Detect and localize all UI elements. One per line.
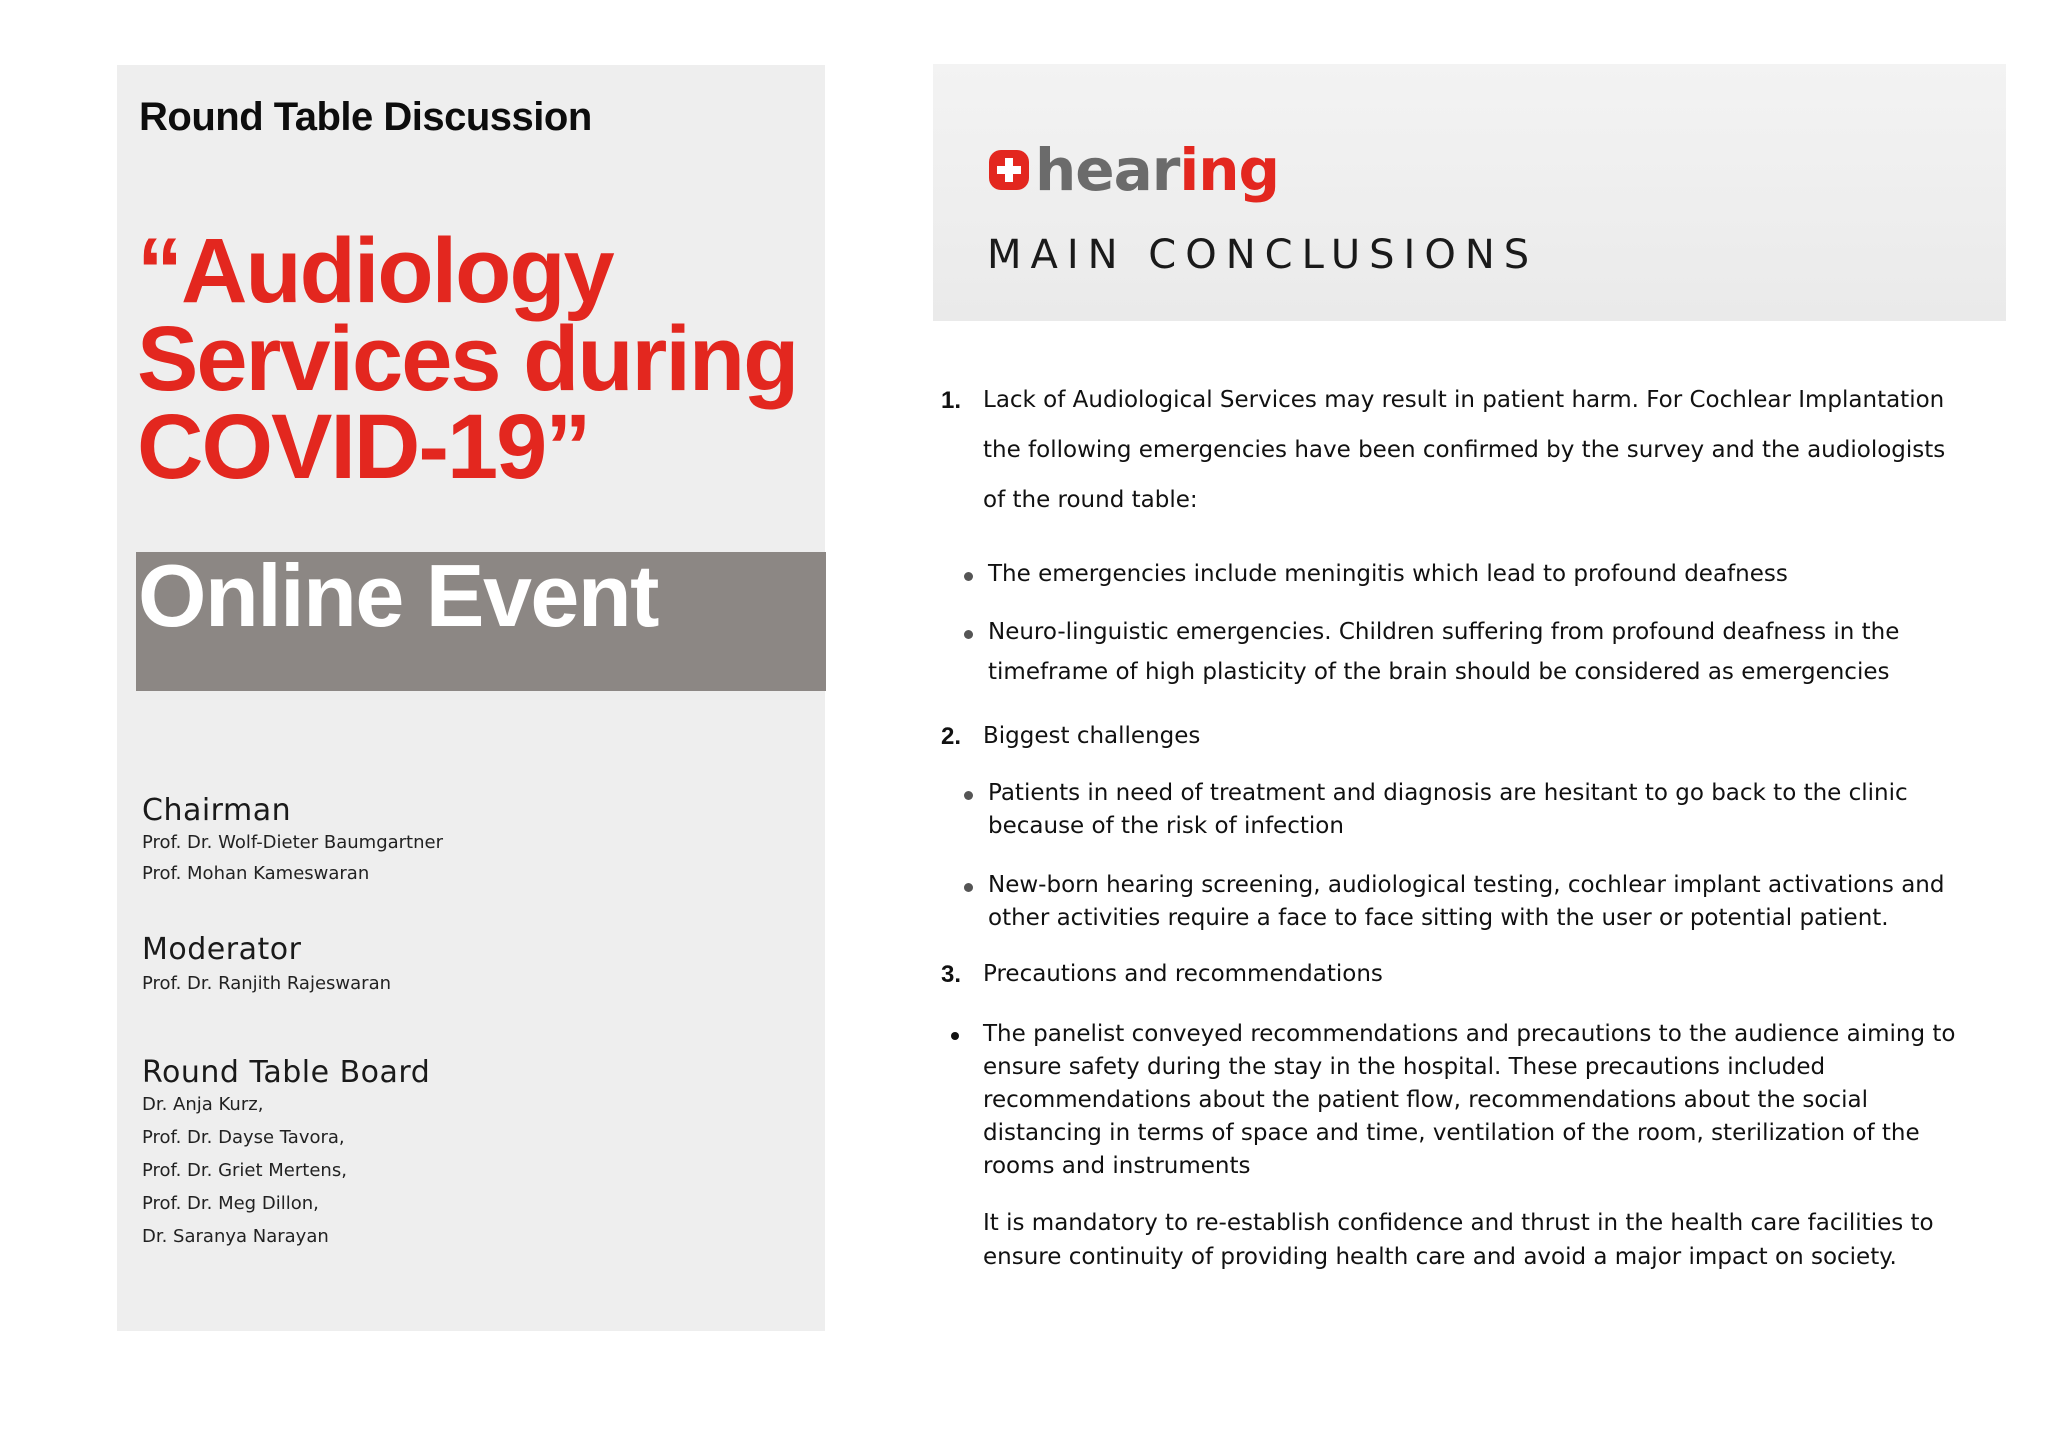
item-text-line: Precautions and recommendations xyxy=(983,961,1383,987)
bullet-text-line: rooms and instruments xyxy=(983,1153,1251,1179)
board-member: Prof. Dr. Dayse Tavora, xyxy=(142,1127,345,1148)
bullet-text-line: distancing in terms of space and time, ventilation of the room, sterilization of the xyxy=(983,1120,1920,1146)
section-title: MAIN CONCLUSIONS xyxy=(987,232,1539,278)
board-section xyxy=(142,1055,430,1247)
item-text-line: the following emergencies have been confirmed by the survey and the audiologists xyxy=(983,437,1946,463)
closing-line: It is mandatory to re-establish confidence and thrust in the health care facilities to xyxy=(983,1210,1934,1236)
board-member: Prof. Dr. Meg Dillon, xyxy=(142,1193,319,1214)
chairman-heading: Chairman xyxy=(142,793,292,828)
bullet-text-line: recommendations about the patient flow, recommendations about the social xyxy=(983,1087,1868,1113)
event-title-line: Services during xyxy=(137,308,798,410)
item-text-line: of the round table: xyxy=(983,487,1198,513)
item-number: 2. xyxy=(941,723,962,750)
hearing-logo xyxy=(987,138,1279,202)
event-title xyxy=(137,220,798,498)
logo-wordmark-part: hear xyxy=(1035,136,1180,204)
event-type-heading: Round Table Discussion xyxy=(139,95,592,139)
bullet-text-line: other activities require a face to face sitting with the user or potential patient. xyxy=(988,905,1889,931)
bullet-text-line: The emergencies include meningitis which lead to profound deafness xyxy=(988,561,1788,587)
bullet-icon xyxy=(951,1032,959,1040)
chairman-name: Prof. Dr. Wolf-Dieter Baumgartner xyxy=(142,832,443,853)
closing-line: ensure continuity of providing health care and avoid a major impact on society. xyxy=(983,1244,1897,1270)
event-flyer-panel xyxy=(117,65,825,1331)
bullet-text-line: timeframe of high plasticity of the brain should be considered as emergencies xyxy=(988,659,1890,685)
bullet-icon xyxy=(964,630,973,639)
chairman-section xyxy=(142,793,443,884)
bullet-text-line: Neuro-linguistic emergencies. Children suffering from profound deafness in the xyxy=(988,619,1900,645)
bullet-text-line: Patients in need of treatment and diagnosis are hesitant to go back to the clinic xyxy=(988,780,1908,806)
bullet-text-line: The panelist conveyed recommendations and precautions to the audience aiming to xyxy=(983,1021,1956,1047)
conclusions-header xyxy=(933,64,2006,321)
event-title-line: “Audiology xyxy=(137,220,613,322)
moderator-name: Prof. Dr. Ranjith Rajeswaran xyxy=(142,973,392,994)
moderator-heading: Moderator xyxy=(142,932,302,967)
logo-wordmark xyxy=(1035,138,1279,202)
item-number: 1. xyxy=(941,387,962,414)
chairman-name: Prof. Mohan Kameswaran xyxy=(142,863,370,884)
item-number: 3. xyxy=(941,961,962,988)
bullet-text-line: because of the risk of infection xyxy=(988,813,1344,839)
board-member: Prof. Dr. Griet Mertens, xyxy=(142,1160,347,1181)
bullet-icon xyxy=(964,572,973,581)
bullet-icon xyxy=(964,791,973,800)
item-text-line: Lack of Audiological Services may result in patient harm. For Cochlear Implantation xyxy=(983,387,1945,413)
medical-cross-icon xyxy=(987,148,1031,192)
logo-wordmark-part: ing xyxy=(1179,136,1280,204)
item-text-line: Biggest challenges xyxy=(983,723,1201,749)
board-member: Dr. Anja Kurz, xyxy=(142,1094,264,1115)
board-member: Dr. Saranya Narayan xyxy=(142,1226,329,1247)
bullet-text-line: New-born hearing screening, audiological testing, cochlear implant activations and xyxy=(988,872,1945,898)
online-event-banner xyxy=(136,546,826,691)
event-title-line: COVID-19” xyxy=(137,396,590,498)
board-heading: Round Table Board xyxy=(142,1055,431,1090)
online-event-label: Online Event xyxy=(138,546,658,645)
bullet-icon xyxy=(964,883,973,892)
moderator-section xyxy=(142,932,391,994)
bullet-text-line: ensure safety during the stay in the hospital. These precautions included xyxy=(983,1054,1826,1080)
